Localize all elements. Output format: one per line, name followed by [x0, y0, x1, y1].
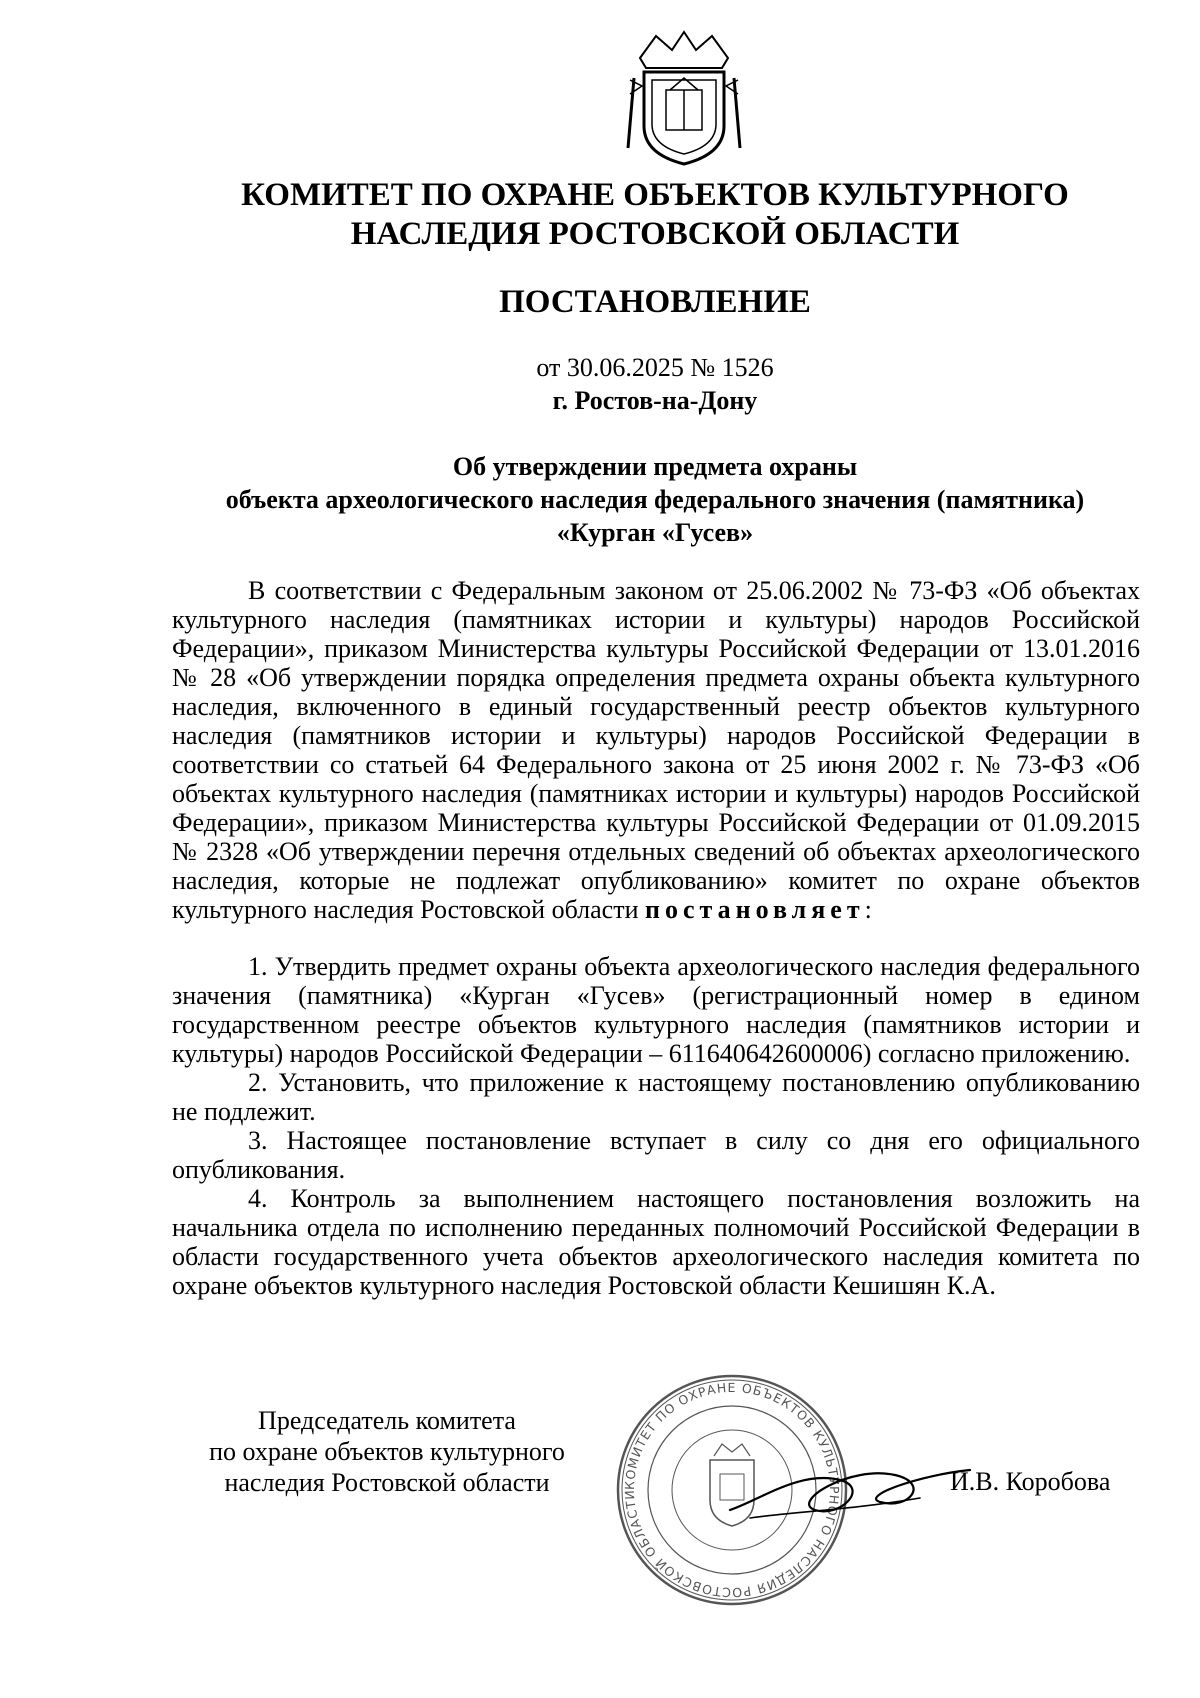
document-body [172, 576, 1140, 1300]
coat-of-arms-icon [626, 28, 742, 168]
document-type: ПОСТАНОВЛЕНИЕ [499, 284, 811, 320]
handwritten-signature [720, 1440, 980, 1540]
resolution-item: 4. Контроль за выполнением настоящего постановления возложить на начальника отдела по исполнению переданных полномочий Российской Федерации в области государственного учета объектов археологического наследия комитета по охране объектов культурного наследия Ростовской области Кешишян К.А. [172, 1184, 1140, 1300]
subject-line: объекта археологического наследия федерального значения (памятника) [225, 485, 1085, 514]
subject-line: «Курган «Гусев» [556, 518, 754, 547]
preamble-paragraph [172, 576, 1140, 924]
organization-name [160, 176, 1150, 254]
resolution-item: 1. Утвердить предмет охраны объекта археологического наследия федерального значения (памятника) «Курган «Гусев» (регистрационный номер в едином государственном реестре объектов культурного наследия (памятников истории и культуры) народов Российской Федерации – 611640642600006) согласно приложению. [172, 952, 1140, 1068]
signatory-title-line: по охране объектов культурного [209, 1437, 565, 1466]
signatory-name: И.В. Коробова [950, 1467, 1111, 1496]
resolves-word: постановляет [645, 895, 865, 924]
subject-line: Об утверждении предмета охраны [452, 452, 858, 481]
document-subject [160, 450, 1150, 549]
preamble-text: В соответствии с Федеральным законом от 25.06.2002 № 73-ФЗ «Об объектах культурного наследия (памятниках истории и культуры) народов Российской Федерации», приказом Министерства культуры Российской Федерации от 13.01.2016 № 28 «Об утверждении порядка определения предмета охраны объекта культурного наследия, включенного в единый государственный реестр объектов культурного наследия (памятников истории и культуры) народов Российской Федерации в соответствии со статьей 64 Федерального закона от 25 июня 2002 г. № 73-ФЗ «Об объектах культурного наследия (памятниках истории и культуры) народов Российской Федерации», приказом Министерства культуры Российской Федерации от 01.09.2015 № 2328 «Об утверждении перечня отдельных сведений об объектах археологического наследия, которые не подлежат опубликованию» комитет по охране объектов культурного наследия Ростовской области [172, 576, 1140, 924]
preamble-colon: : [864, 895, 872, 924]
resolution-item: 2. Установить, что приложение к настоящему постановлению опубликованию не подлежит. [172, 1068, 1140, 1126]
organization-name-line: НАСЛЕДИЯ РОСТОВСКОЙ ОБЛАСТИ [350, 216, 960, 252]
signatory-title [172, 1405, 602, 1498]
organization-name-line: КОМИТЕТ ПО ОХРАНЕ ОБЪЕКТОВ КУЛЬТУРНОГО [241, 177, 1069, 213]
signatory-title-line: Председатель комитета [258, 1406, 516, 1435]
document-city: г. Ростов-на-Дону [552, 386, 758, 415]
seal-text: КОМИТЕТ ПО ОХРАНЕ ОБЪЕКТОВ КУЛЬТУРНОГО НАСЛЕДИЯ РОСТОВСКОЙ ОБЛАСТИ [621, 1379, 843, 1601]
signatory-title-line: наследия Ростовской области [224, 1468, 550, 1497]
document-date-number: от 30.06.2025 № 1526 [536, 353, 774, 382]
resolution-item: 3. Настоящее постановление вступает в силу со дня его официального опубликования. [172, 1126, 1140, 1184]
